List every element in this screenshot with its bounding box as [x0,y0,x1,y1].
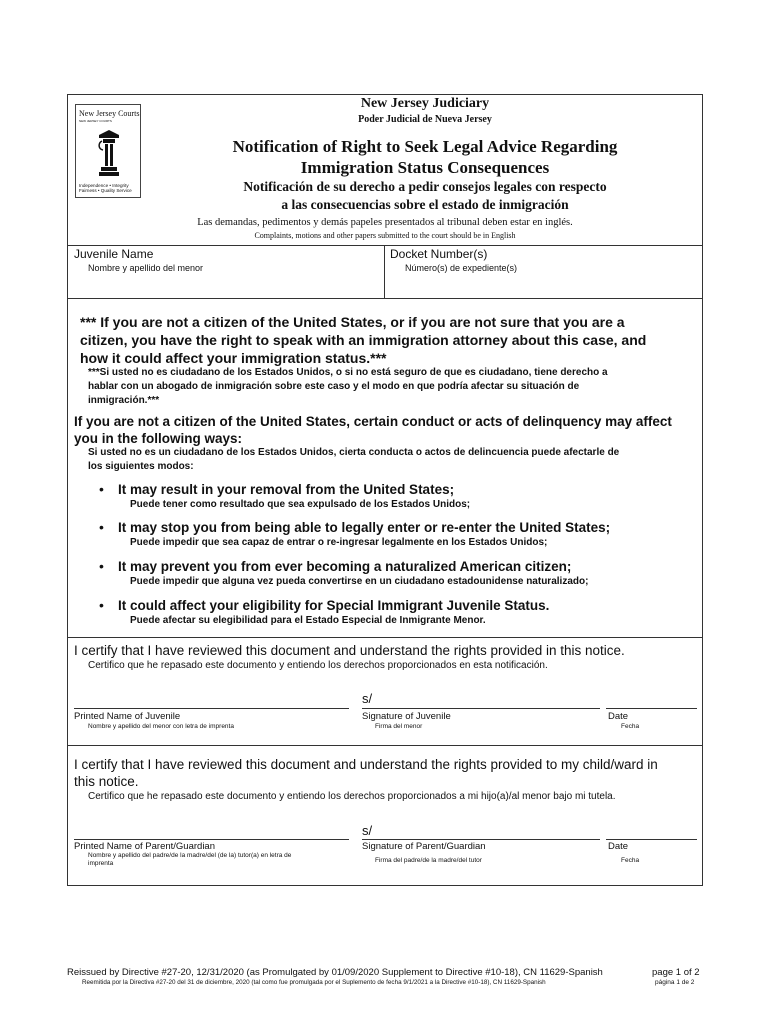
parent-certification-line: this notice. [74,774,139,789]
docket-number-label: Docket Number(s) [390,247,488,261]
divider [67,245,703,246]
form-title-es [150,178,700,214]
notice-heading-es-line: hablar con un abogado de inmigración sobre este caso y el modo en que podría afectar su situación de [88,381,580,392]
notice-heading-line: *** If you are not a citizen of the United States, or if you are not sure that you are a [80,314,625,330]
bullet-text: It may stop you from being able to legally enter or re-enter the United States; [118,520,611,535]
nj-courts-logo [75,104,141,198]
printed-name-label: Printed Name of Juvenile [74,711,181,722]
footer-reissued-es: Reemitida por la Directiva #27-20 del 31 de diciembre, 2020 (tal como fue promulgada por el Suplemento de fecha 9/1/2021 a la Directive #10-18), CN 11629-Spanish [82,979,546,986]
form-title-es-line: Notificación de su derecho a pedir consejos legales con respecto [243,179,607,194]
footer-page: page 1 of 2 [652,967,700,978]
juvenile-name-label-es: Nombre y apellido del menor [88,263,204,273]
footer-page-es: página 1 de 2 [655,979,695,986]
signature-prefix: s/ [362,823,373,838]
date-label: Date [608,711,629,722]
notice-heading-line: how it could affect your immigration status.*** [80,350,387,366]
bullet-text-es: Puede impedir que alguna vez pueda convertirse en un ciudadano estadounidense naturalizado; [130,576,589,587]
judiciary-title: New Jersey Judiciary [360,96,490,111]
signature-label-es: Firma del padre/de la madre/del tutor [375,857,482,864]
parent-certification-line: I certify that I have reviewed this document and understand the rights provided to my child/ward in [74,757,658,772]
footer-reissued: Reissued by Directive #27-20, 12/31/2020 (as Promulgated by 01/09/2020 Supplement to Directive #10-18), CN 11629-Spanish [67,967,603,978]
printed-name-label-es-line: Nombre y apellido del padre/de la madre/del (de la) tutor(a) en letra de [88,852,292,859]
notice-heading-es-line: inmigración.*** [88,395,160,406]
notice-intro-es-line: Si usted no es un ciudadano de los Estados Unidos, cierta conducta o actos de delincuencia puede afectarle de [88,447,620,458]
bullet-icon: • [99,519,104,535]
bullet-icon: • [99,481,104,497]
divider [67,637,703,638]
parent-certification-es: Certifico que he repasado este documento y entiendo los derechos proporcionados a mi hijo(a)/al menor bajo mi tutela. [88,791,616,802]
docket-number-field[interactable] [388,274,698,296]
logo-subtitle: NEW JERSEY COURTS [79,119,112,123]
bullet-text-es: Puede tener como resultado que sea expulsado de los Estados Unidos; [130,499,471,510]
juvenile-name-field[interactable] [70,274,380,296]
bullet-text: It may prevent you from ever becoming a naturalized American citizen; [118,559,572,574]
parent-signature-line[interactable] [362,839,600,840]
date-label-es: Fecha [621,723,640,730]
divider [67,298,703,299]
notice-heading-line: citizen, you have the right to speak with an immigration attorney about this case, and [80,332,647,348]
juvenile-certification-es: Certifico que he repasado este documento y entiendo los derechos proporcionados en esta notificación. [88,660,548,671]
bullet-icon: • [99,558,104,574]
juvenile-date-line[interactable] [606,708,697,709]
notice-intro [74,413,699,447]
bullet-text: It could affect your eligibility for Special Immigrant Juvenile Status. [118,598,550,613]
language-note-en: Complaints, motions and other papers submitted to the court should be in English [254,231,516,240]
printed-name-label: Printed Name of Parent/Guardian [74,841,215,852]
signature-label: Signature of Juvenile [362,711,451,722]
signature-label: Signature of Parent/Guardian [362,841,486,852]
date-label: Date [608,841,629,852]
parent-date-line[interactable] [606,839,697,840]
bullet-icon: • [99,597,104,613]
form-title-line: Immigration Status Consequences [300,158,550,177]
printed-name-label-es-line: imprenta [88,860,114,867]
parent-printed-name-line[interactable] [74,839,349,840]
notice-heading-es [88,366,698,408]
parent-certification [74,756,699,790]
printed-name-label-es [88,852,291,868]
logo-motto: Independence • Integrity Fairness • Quality Service [79,183,132,193]
judiciary-title-es: Poder Judicial de Nueva Jersey [358,114,492,125]
notice-intro-es [88,446,698,474]
form-title-line: Notification of Right to Seek Legal Advice Regarding [232,137,618,156]
logo-title: New Jersey Courts [79,109,140,118]
notice-heading-es-line: ***Si usted no es ciudadano de los Estados Unidos, o si no está seguro de que es ciudadano, tiene derecho a [88,367,608,378]
form-title [150,136,700,178]
signature-prefix: s/ [362,691,373,706]
notice-intro-line: If you are not a citizen of the United States, certain conduct or acts of delinquency may affect [74,414,672,429]
signature-label-es: Firma del menor [375,723,423,730]
printed-name-label-es: Nombre y apellido del menor con letra de imprenta [88,723,234,730]
divider [67,745,703,746]
date-label-es: Fecha [621,857,640,864]
bullet-text-es: Puede afectar su elegibilidad para el Estado Especial de Inmigrante Menor. [130,615,486,626]
notice-intro-line: you in the following ways: [74,431,243,446]
juvenile-certification: I certify that I have reviewed this document and understand the rights provided in this notice. [74,643,625,658]
form-title-es-line: a las consecuencias sobre el estado de inmigración [281,197,569,212]
language-note-es: Las demandas, pedimentos y demás papeles presentados al tribunal deben estar en inglés. [197,217,573,228]
notice-heading [80,313,700,367]
divider [384,245,385,298]
column-icon [96,129,122,179]
docket-number-label-es: Número(s) de expediente(s) [405,263,518,273]
bullet-text-es: Puede impedir que sea capaz de entrar o re-ingresar legalmente en los Estados Unidos; [130,537,548,548]
juvenile-name-label: Juvenile Name [74,247,154,261]
notice-intro-es-line: los siguientes modos: [88,461,194,472]
juvenile-signature-line[interactable] [362,708,600,709]
bullet-text: It may result in your removal from the United States; [118,482,455,497]
juvenile-printed-name-line[interactable] [74,708,349,709]
